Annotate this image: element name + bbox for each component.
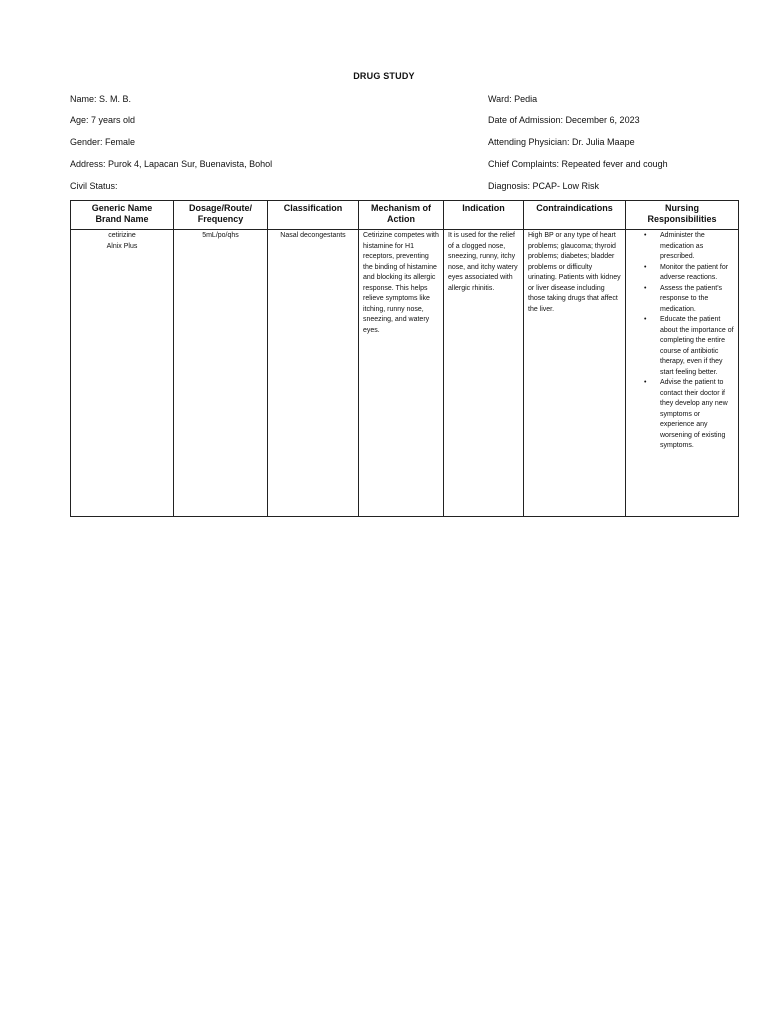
responsibilities-list: [630, 231, 734, 452]
patient-ward: Ward: Pedia: [488, 94, 538, 104]
list-item: • Assess the patient's response to the medication.: [660, 284, 734, 316]
mechanism-value: Cetirizine competes with histamine for H1 receptors, preventing the binding of histamine and blocking its allergic response. This helps relieve symptoms like itching, runny nose, sneezing, and watery eyes.: [363, 232, 439, 334]
classification-value: Nasal decongestants: [280, 232, 346, 239]
document-title: DRUG STUDY: [353, 71, 415, 81]
header-generic-brand-name: [71, 201, 174, 230]
list-item: • Administer the medication as prescribed.: [660, 231, 734, 263]
header-generic-name: Generic Name: [91, 203, 153, 213]
header-nursing-line2: Responsibilities: [647, 214, 717, 224]
cell-classification: [268, 230, 359, 517]
contraindications-value: High BP or any type of heart problems; glaucoma; thyroid problems; diabetes; bladder problems or difficulty urinating. Patients with kidney or liver disease including those taking drugs that affect the liver.: [528, 232, 621, 313]
dosage-value: 5mL/po/qhs: [202, 232, 239, 239]
header-indication: [444, 201, 524, 230]
header-mechanism-line1: Mechanism of: [370, 203, 431, 213]
header-contraindications-label: Contraindications: [536, 203, 613, 213]
list-item: • Monitor the patient for adverse reactions.: [660, 263, 734, 284]
patient-gender: Gender: Female: [70, 137, 136, 147]
header-dosage: [174, 201, 268, 230]
admission-date: Date of Admission: December 6, 2023: [488, 115, 640, 125]
cell-nursing-responsibilities: [626, 230, 739, 517]
header-indication-label: Indication: [462, 203, 505, 213]
diagnosis: Diagnosis: PCAP- Low Risk: [488, 181, 600, 191]
list-item: • Educate the patient about the importance of completing the entire course of antibiotic therapy, even if they start feeling better.: [660, 315, 734, 378]
list-item: • Advise the patient to contact their doctor if they develop any new symptoms or experience any worsening of existing symptoms.: [660, 378, 734, 452]
cell-contraindications: [524, 230, 626, 517]
table-row: [71, 230, 739, 517]
header-brand-name: Brand Name: [95, 214, 149, 224]
header-nursing-responsibilities: [626, 201, 739, 230]
header-nursing-line1: Nursing: [664, 203, 699, 213]
patient-civil-status: Civil Status:: [70, 181, 118, 191]
patient-name: Name: S. M. B.: [70, 94, 132, 104]
cell-mechanism: [359, 230, 444, 517]
drug-study-table: [70, 200, 739, 517]
header-contraindications: [524, 201, 626, 230]
patient-age: Age: 7 years old: [70, 115, 136, 125]
patient-address: Address: Purok 4, Lapacan Sur, Buenavista, Bohol: [70, 159, 273, 169]
attending-physician: Attending Physician: Dr. Julia Maape: [488, 137, 635, 147]
generic-name-value: cetirizine: [108, 232, 136, 239]
header-mechanism-line2: Action: [387, 214, 415, 224]
cell-generic-brand: [71, 230, 174, 517]
brand-name-value: Alnix Plus: [106, 242, 138, 250]
indication-value: It is used for the relief of a clogged nose, sneezing, runny, itchy nose, and itchy watery eyes associated with allergic rhinitis.: [448, 232, 518, 292]
table-header-row: [71, 201, 739, 230]
header-dosage-line1: Dosage/Route/: [188, 203, 252, 213]
header-classification-label: Classification: [283, 203, 343, 213]
header-mechanism: [359, 201, 444, 230]
header-classification: [268, 201, 359, 230]
chief-complaints: Chief Complaints: Repeated fever and cough: [488, 159, 668, 169]
header-dosage-line2: Frequency: [197, 214, 244, 224]
cell-indication: [444, 230, 524, 517]
cell-dosage: [174, 230, 268, 517]
